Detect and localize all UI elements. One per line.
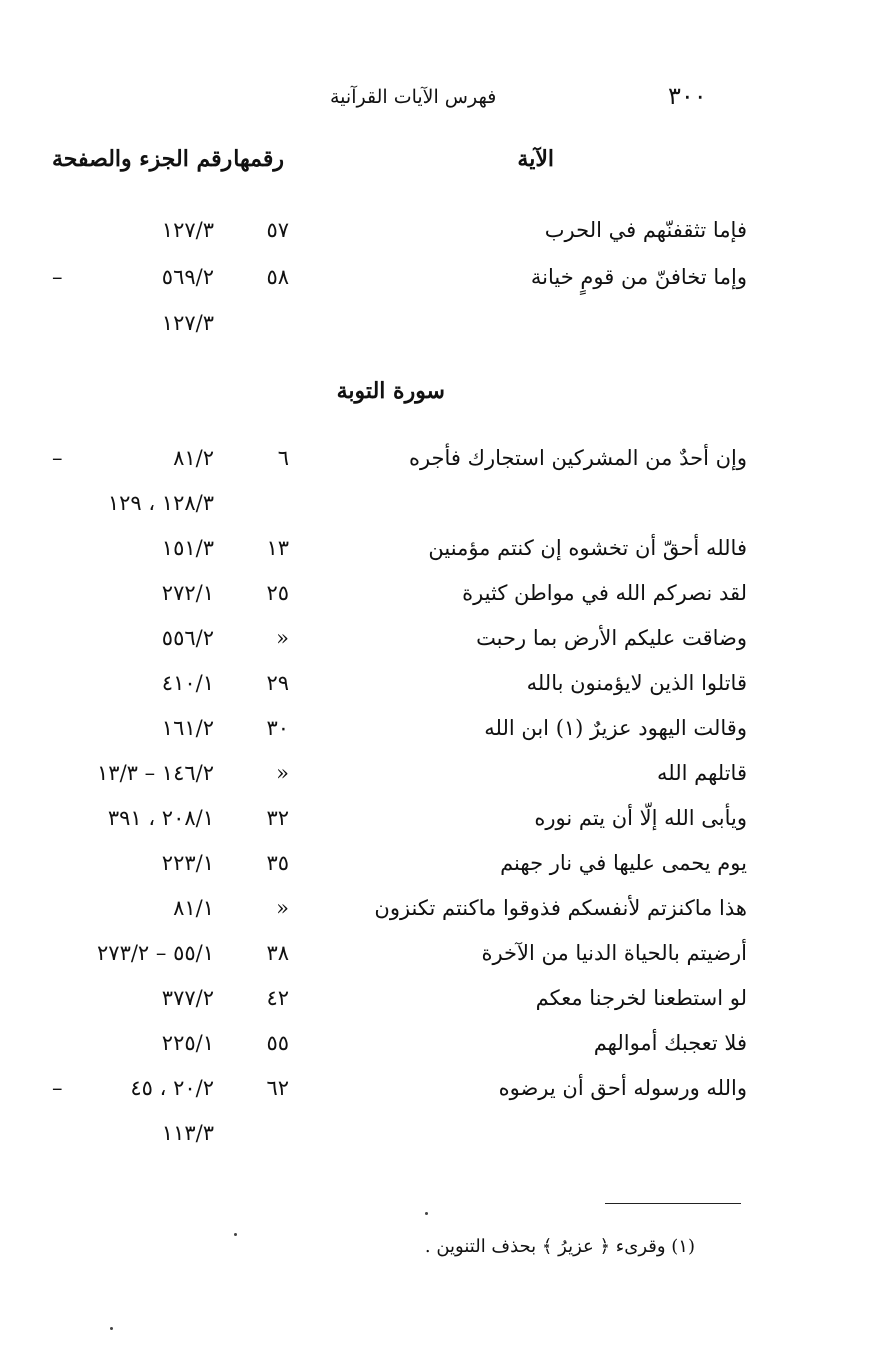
ayah-number: ٣٥ bbox=[266, 851, 289, 875]
ayah-number: ٦٢ bbox=[266, 1076, 289, 1100]
volume-page-reference: ١٢٨/٣ ، ١٢٩ bbox=[107, 491, 214, 515]
index-row bbox=[0, 710, 885, 754]
ayah-number: ٣٢ bbox=[266, 806, 289, 830]
ayah-text: أرضيتم بالحياة الدنيا من الآخرة bbox=[481, 941, 747, 965]
volume-page-reference: ١٤٦/٢ – ١٣/٣ bbox=[97, 761, 214, 785]
volume-page-reference: ١٥١/٣ bbox=[161, 536, 214, 560]
sura-title: سورة التوبة bbox=[336, 378, 445, 404]
index-row bbox=[0, 890, 885, 934]
volume-page-reference: ٥٥٦/٢ bbox=[161, 626, 214, 650]
ayah-number: ٤٢ bbox=[266, 986, 289, 1010]
ayah-text: وقالت اليهود عزيرٌ (١) ابن الله bbox=[484, 716, 747, 740]
index-row bbox=[0, 980, 885, 1024]
index-row bbox=[0, 259, 885, 303]
footnote-rule bbox=[605, 1203, 741, 1204]
ayah-text: وضاقت عليكم الأرض بما رحبت bbox=[476, 626, 747, 650]
index-row bbox=[0, 1115, 885, 1159]
ayah-text: وإن أحدٌ من المشركين استجارك فأجره bbox=[408, 446, 747, 470]
ayah-number: ٥٨ bbox=[266, 264, 289, 289]
ayah-number: ٣٠ bbox=[266, 716, 289, 740]
volume-page-reference: ٨١/٢ bbox=[173, 446, 214, 470]
volume-page-reference: ٤١٠/١ bbox=[161, 671, 214, 695]
ayah-text: فإما تثقفنّهم في الحرب bbox=[544, 218, 747, 242]
ayah-text: والله ورسوله أحق أن يرضوه bbox=[498, 1076, 747, 1100]
ayah-number: » bbox=[276, 761, 289, 785]
index-row bbox=[0, 440, 885, 484]
volume-page-reference: ١١٣/٣ bbox=[161, 1121, 214, 1145]
ayah-text: فلا تعجبك أموالهم bbox=[593, 1031, 747, 1055]
index-row bbox=[0, 665, 885, 709]
continuation-dash: – bbox=[52, 1076, 63, 1100]
index-row bbox=[0, 305, 885, 349]
print-speck bbox=[110, 1327, 113, 1330]
index-row bbox=[0, 800, 885, 844]
volume-page-reference: ٨١/١ bbox=[173, 896, 214, 920]
index-row bbox=[0, 530, 885, 574]
print-speck bbox=[425, 1212, 428, 1215]
ayah-text: فالله أحقّ أن تخشوه إن كنتم مؤمنين bbox=[428, 536, 747, 560]
ayah-number: ١٣ bbox=[266, 536, 289, 560]
volume-page-reference: ١٢٧/٣ bbox=[161, 218, 214, 242]
index-row bbox=[0, 620, 885, 664]
continuation-dash: – bbox=[52, 264, 63, 289]
running-header-title: فهرس الآيات القرآنية bbox=[330, 86, 497, 108]
ayah-text: وإما تخافنّ من قومٍ خيانة bbox=[530, 264, 747, 289]
index-row bbox=[0, 1070, 885, 1114]
continuation-dash: – bbox=[52, 446, 63, 470]
page-number: ٣٠٠ bbox=[668, 82, 707, 110]
ayah-text: قاتلوا الذين لايؤمنون بالله bbox=[526, 671, 747, 695]
ayah-number: ٢٥ bbox=[266, 581, 289, 605]
index-row bbox=[0, 845, 885, 889]
volume-page-reference: ١٦١/٢ bbox=[161, 716, 214, 740]
print-speck bbox=[234, 1233, 237, 1236]
volume-page-reference: ٢٢٣/١ bbox=[161, 851, 214, 875]
index-row bbox=[0, 935, 885, 979]
ayah-number: » bbox=[276, 626, 289, 650]
ayah-number: ٣٨ bbox=[266, 941, 289, 965]
volume-page-reference: ٢٧٢/١ bbox=[161, 581, 214, 605]
ayah-number: » bbox=[276, 896, 289, 920]
ayah-number: ٥٧ bbox=[266, 218, 289, 242]
index-row bbox=[0, 485, 885, 529]
index-row bbox=[0, 1025, 885, 1069]
ayah-text: قاتلهم الله bbox=[656, 761, 747, 785]
volume-page-reference: ٢٠٨/١ ، ٣٩١ bbox=[107, 806, 214, 830]
column-header-ayah: الآية bbox=[517, 146, 554, 172]
ayah-number: ٥٥ bbox=[266, 1031, 289, 1055]
index-row bbox=[0, 755, 885, 799]
volume-page-reference: ٢٠/٢ ، ٤٥ bbox=[130, 1076, 214, 1100]
ayah-text: هذا ماكنزتم لأنفسكم فذوقوا ماكنتم تكنزون bbox=[374, 896, 747, 920]
volume-page-reference: ٥٦٩/٢ bbox=[161, 264, 214, 289]
volume-page-reference: ٢٢٥/١ bbox=[161, 1031, 214, 1055]
ayah-text: لو استطعنا لخرجنا معكم bbox=[535, 986, 747, 1010]
ayah-text: ويأبى الله إلّا أن يتم نوره bbox=[534, 806, 747, 830]
index-row bbox=[0, 575, 885, 619]
column-header-number: رقمها bbox=[233, 146, 284, 172]
ayah-number: ٢٩ bbox=[266, 671, 289, 695]
ayah-text: لقد نصركم الله في مواطن كثيرة bbox=[462, 581, 747, 605]
volume-page-reference: ٣٧٧/٢ bbox=[161, 986, 214, 1010]
index-row bbox=[0, 212, 885, 256]
column-header-reference: رقم الجزء والصفحة bbox=[52, 146, 233, 172]
volume-page-reference: ٥٥/١ – ٢٧٣/٢ bbox=[97, 941, 214, 965]
footnote: (١) وقرىء ﴿ عزيرُ ﴾ بحذف التنوين . bbox=[424, 1236, 695, 1257]
ayah-number: ٦ bbox=[277, 446, 289, 470]
volume-page-reference: ١٢٧/٣ bbox=[161, 311, 214, 335]
ayah-text: يوم يحمى عليها في نار جهنم bbox=[500, 851, 747, 875]
